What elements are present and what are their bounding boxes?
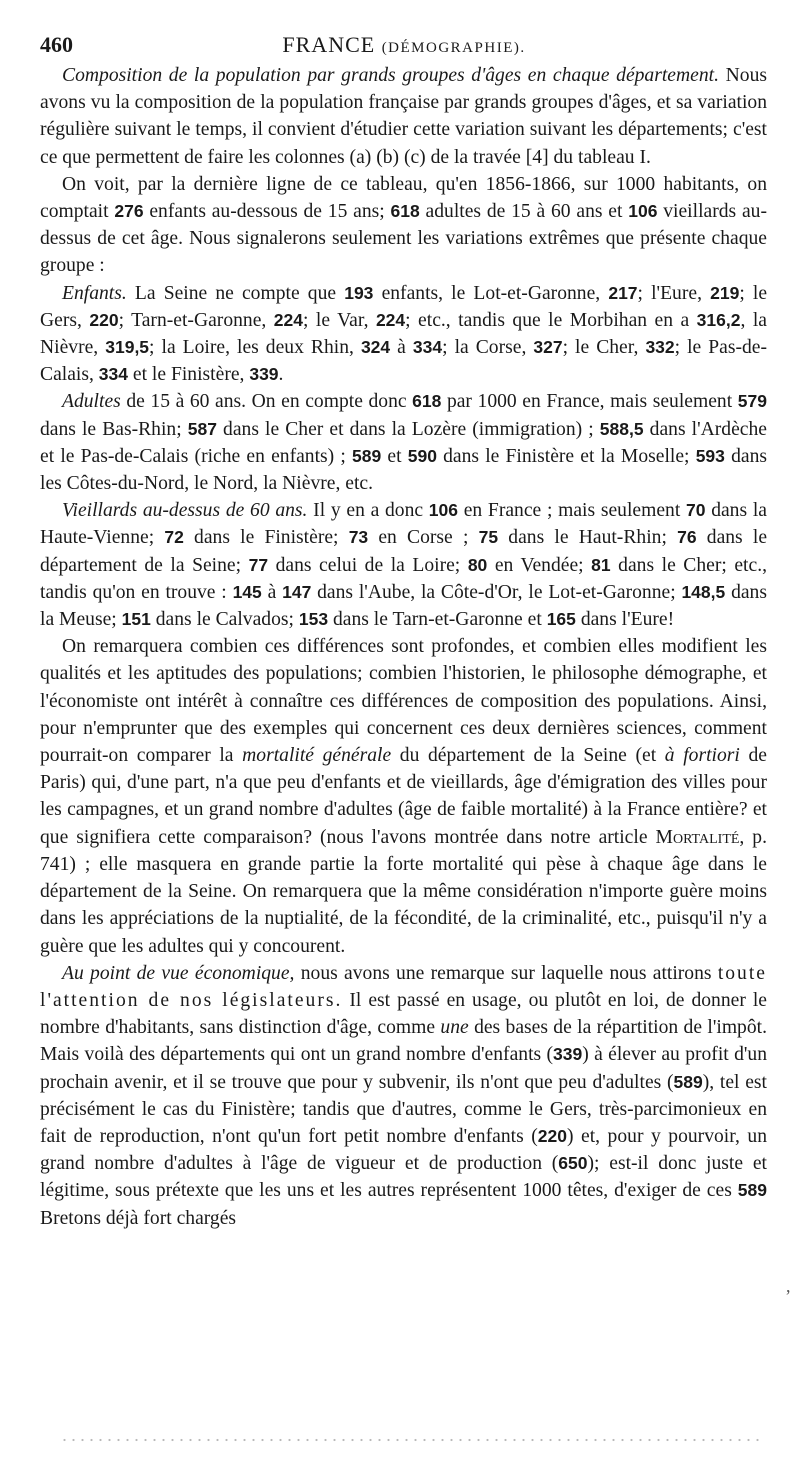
paragraph-composition (40, 62, 767, 171)
page-number: 460 (40, 32, 73, 57)
subsection-lead: Enfants. (62, 282, 127, 304)
text: dans le Calvados; (155, 609, 294, 631)
figure: 72 (164, 527, 184, 548)
running-title-sub: (DÉMOGRAPHIE). (381, 40, 526, 56)
text: dans le Finistère et la Moselle; (443, 445, 690, 467)
figure: 220 (537, 1125, 567, 1146)
figure: 334 (412, 337, 443, 358)
text: ; le Cher, (562, 337, 639, 359)
figure: 650 (558, 1153, 588, 1174)
figure: 77 (248, 554, 269, 575)
figure: 334 (98, 364, 128, 385)
running-header (40, 27, 768, 63)
figure: 73 (348, 527, 369, 548)
running-title (40, 27, 768, 66)
text: dans l'Eure! (580, 609, 675, 631)
text: ) à élever au profit d'un prochain avenir, et il se trouve que pour y subvenir, ils n'ont que peu d'adultes ( (40, 1044, 767, 1093)
figure: 151 (121, 609, 151, 630)
text: La Seine ne compte que (134, 282, 337, 304)
figure: 217 (608, 282, 638, 303)
cross-reference: Mortalité (655, 826, 740, 848)
figure: 153 (298, 609, 329, 630)
spaced-emphasis: toute l'attention de nos législateurs. (40, 962, 767, 1011)
text: Il est passé en usage, ou plutôt en loi, de donner le nombre d'habitants, sans distinction d'âge, comme (40, 989, 767, 1039)
text: en Corse ; (378, 527, 469, 549)
figure: 339 (553, 1044, 583, 1065)
figure: 165 (546, 609, 576, 630)
text: On en compte donc (251, 391, 407, 413)
figure: 70 (686, 500, 706, 521)
text: dans le Cher; etc., tandis qu'on en trouve : (40, 554, 767, 603)
text: dans la Meuse; (40, 581, 767, 631)
figure: 589 (673, 1071, 703, 1092)
text: dans la Haute-Vienne; (40, 500, 767, 549)
figure: 589 (352, 445, 382, 466)
text: dans le Haut-Rhin; (508, 527, 667, 549)
text: ; Tarn-et-Garonne, (118, 309, 267, 331)
text: vieillards au-dessus de cet âge. Nous signalerons seulement les variations extrêmes que présente chaque groupe : (40, 201, 767, 277)
text: . (278, 364, 284, 386)
text: ; l'Eure, (637, 282, 702, 304)
emphasis: à fortiori (664, 745, 740, 767)
footer-dot-rule (60, 1438, 760, 1442)
figure: 148,5 (681, 581, 726, 602)
text: dans le Tarn-et-Garonne et (332, 609, 542, 631)
text: à (267, 581, 277, 603)
text: et le Finistère, (132, 364, 245, 386)
text: ); est-il donc juste et légitime, sous prétexte que les uns et les autres représentent 1000 têtes, d'exiger de ces (40, 1153, 767, 1202)
text: , la Nièvre, (40, 309, 767, 359)
text: On remarquera combien ces différences sont profondes, et combien elles modifient les qualités et les aptitudes des populations; combien l'historien, le philosophe démographe, et l'économiste ont intérêt à connaître ces différences de composition des populations. Ainsi, pour n'emprunter que des exemples qui concernent ces deux dernières sciences, comment pourrait-on comparer la (40, 636, 767, 767)
text: dans celui de la Loire; (275, 554, 461, 576)
margin-mark: , (786, 1276, 791, 1296)
figure: 81 (591, 554, 611, 575)
figure: 219 (710, 282, 740, 303)
figure: 579 (737, 391, 767, 412)
figure: 316,2 (696, 309, 741, 330)
figure: 224 (375, 309, 406, 330)
subsection-lead: Vieillards au-dessus de 60 ans. (62, 500, 308, 522)
section-title: Composition de la population par grands groupes d'âges en chaque département. (62, 65, 719, 86)
text: dans le Bas-Rhin; (40, 418, 182, 440)
text: adultes de 15 à 60 ans et (425, 201, 623, 223)
text: Il y en a donc (313, 500, 424, 522)
figure: 327 (533, 337, 563, 358)
text: dans le département de la Seine; (40, 527, 768, 576)
text: ; le Var, (302, 309, 369, 331)
figure: 276 (114, 201, 144, 222)
text: du département de la Seine (et (399, 745, 657, 767)
paragraph-remarques (40, 633, 767, 959)
running-title-main: FRANCE (282, 32, 376, 57)
text: dans l'Aube, la Côte-d'Or, le Lot-et-Garonne; (317, 581, 676, 603)
text: enfants au-dessous de 15 ans; (149, 201, 385, 223)
emphasis: une (440, 1017, 469, 1039)
figure: 587 (187, 418, 217, 439)
figure: 618 (390, 201, 420, 222)
text: , p. 741) ; elle masquera en grande partie la forte mortalité qui pèse à chaque âge dans le département de la Seine. On remarquera que la même considération n'importe guère moins dans les appréciations de la nuptialité, de la fécondité, de la criminalité, etc., puisqu'il n'y a guère que les adultes qui y concourent. (40, 826, 768, 957)
figure: 220 (89, 309, 119, 330)
figure: 106 (628, 201, 658, 222)
text: dans le Finistère; (194, 527, 339, 549)
paragraph-vieillards (40, 497, 767, 633)
text: à (397, 337, 406, 359)
emphasis: mortalité générale (242, 745, 392, 767)
text: par 1000 en France, mais seulement (446, 391, 733, 413)
figure: 588,5 (599, 418, 644, 439)
text: ) et, pour y pourvoir, un grand nombre d'adultes à l'âge de vigueur et de production ( (40, 1125, 767, 1175)
figure: 224 (273, 309, 303, 330)
text: ), tel est précisément le cas du Finistère; tandis que d'autres, comme le Gers, très-parcimonieux en fait de reproduction, n'ont qu'un fort petit nombre d'enfants ( (40, 1071, 768, 1147)
text: dans l'Ardèche et le Pas-de-Calais (riche en enfants) ; (40, 418, 767, 467)
paragraph-economique (40, 960, 767, 1232)
text: de 15 à 60 ans. (126, 391, 247, 413)
figure: 590 (407, 445, 437, 466)
figure: 339 (249, 364, 279, 385)
subsection-lead: Au point de vue économique, (62, 962, 295, 984)
text: ; etc., tandis que le Morbihan en a (405, 309, 690, 331)
text: ; la Corse, (442, 337, 527, 359)
figure: 324 (360, 337, 391, 358)
text: en France ; mais seulement (463, 500, 681, 522)
article-body (40, 62, 767, 1232)
paragraph-adultes (40, 388, 767, 497)
figure: 319,5 (105, 337, 150, 358)
text: en Vendée; (494, 554, 584, 576)
text: ; le Pas-de-Calais, (40, 337, 768, 386)
text: nous avons une remarque sur laquelle nous attirons (300, 962, 712, 984)
paragraph-overview (40, 171, 767, 280)
text: dans le Cher et dans la Lozère (immigration) ; (223, 418, 594, 440)
text: des bases de la répartition de l'impôt. Mais voilà des départements qui ont un grand nombre d'enfants ( (40, 1017, 767, 1066)
figure: 618 (412, 391, 442, 412)
paragraph-enfants (40, 280, 767, 389)
subsection-lead: Adultes (62, 391, 121, 413)
figure: 80 (467, 554, 488, 575)
text: On voit, par la dernière ligne de ce tableau, qu'en 1856-1866, sur 1000 habitants, on comptait (40, 173, 767, 223)
text: dans les Côtes-du-Nord, le Nord, la Nièvre, etc. (40, 445, 767, 495)
figure: 589 (737, 1180, 767, 1201)
figure: 75 (478, 527, 499, 548)
text: et (387, 445, 402, 467)
paragraph-text: Nous avons vu la composition de la population française par grands groupes d'âges, et sa variation régulière suivant le temps, il convient d'étudier cette variation suivant les départements; c'est ce que permettent de faire les colonnes (a) (b) (c) de la travée [4] du tableau I. (40, 65, 767, 168)
figure: 145 (232, 581, 262, 602)
text: enfants, le Lot-et-Garonne, (381, 282, 601, 304)
figure: 193 (344, 282, 374, 303)
figure: 593 (695, 445, 725, 466)
text: ; la Loire, les deux Rhin, (149, 337, 354, 359)
text: de Paris) qui, d'une part, n'a que peu d'enfants et de vieillards, âge d'émigration des villes pour les campagnes, et un grand nombre d'adultes (âge de faible mortalité) à la France entière? et que signifiera cette comparaison? (nous l'avons montrée dans notre article (40, 745, 767, 848)
text: ; le Gers, (40, 282, 768, 331)
text: Bretons déjà fort chargés (40, 1207, 237, 1229)
figure: 106 (428, 500, 458, 521)
figure: 332 (645, 337, 675, 358)
figure: 76 (677, 527, 697, 548)
figure: 147 (282, 581, 312, 602)
